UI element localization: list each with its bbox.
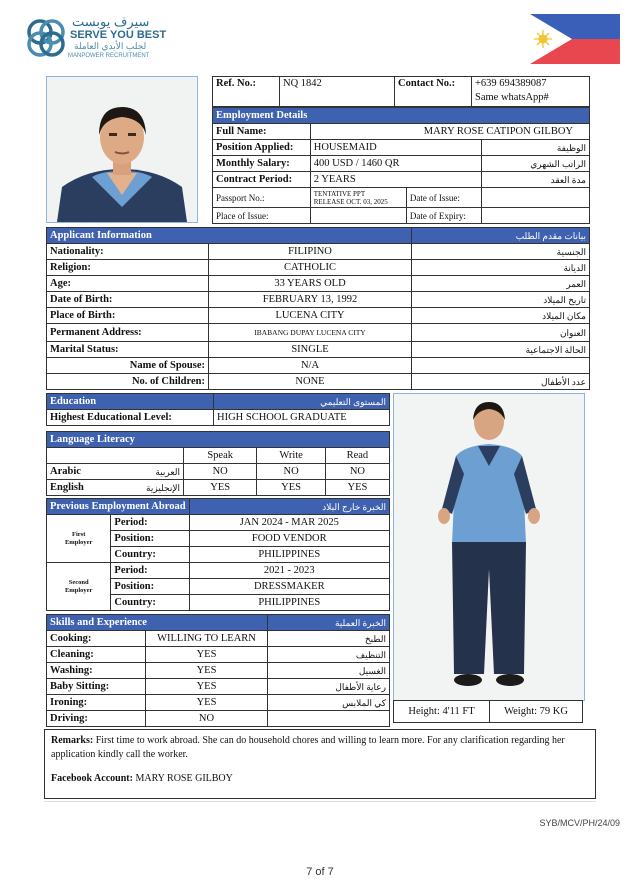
logo-arabic: سيرف يوبست: [72, 14, 150, 29]
children-label: No. of Children:: [47, 374, 209, 390]
remarks-body: First time to work abroad. She can do household chores and willing to learn more. For any clarification regarding her application kindly call the worker.: [51, 735, 565, 760]
applicant-title: Applicant Information: [47, 228, 412, 244]
marital-ar: الحالة الاجتماعية: [412, 342, 590, 358]
philippines-flag-icon: [530, 14, 620, 64]
religion-ar: الديانة: [412, 260, 590, 276]
emp2-country-label: Country:: [111, 595, 189, 611]
ironing-ar: كي الملابس: [268, 695, 390, 711]
salary-label: Monthly Salary:: [213, 156, 311, 172]
children-value: NONE: [209, 374, 412, 390]
salary-ar: الراتب الشهري: [481, 156, 589, 172]
previous-employment-table: [46, 498, 390, 611]
place-issue-label: Place of Issue:: [213, 208, 311, 224]
emp1-position: FOOD VENDOR: [189, 531, 389, 547]
passport-value: TENTATIVE PPT RELEASE OCT. 03, 2025: [310, 188, 406, 208]
logo-sub: MANPOWER RECRUITMENT: [68, 53, 150, 59]
cleaning-value: YES: [146, 647, 268, 663]
page-number: 7 of 7: [306, 866, 334, 878]
full-name-value: MARY ROSE CATIPON GILBOY: [310, 124, 589, 140]
emp2-country: PHILIPPINES: [189, 595, 389, 611]
applicant-portrait-photo: [46, 76, 198, 223]
nationality-ar: الجنسية: [412, 244, 590, 260]
religion-label: Religion:: [47, 260, 209, 276]
lang-arabic-name: Arabic: [47, 464, 102, 480]
age-label: Age:: [47, 276, 209, 292]
passport-label: Passport No.:: [213, 188, 311, 208]
spouse-ar: [412, 358, 590, 374]
babysitting-label: Baby Sitting:: [47, 679, 146, 695]
emp1-country-label: Country:: [111, 547, 189, 563]
emp2-position: DRESSMAKER: [189, 579, 389, 595]
contract-label: Contract Period:: [213, 172, 311, 188]
first-employer-tag: First Employer: [47, 515, 111, 563]
language-title: Language Literacy: [47, 432, 390, 448]
contact-phone: +639 694389087: [475, 78, 547, 89]
education-title: Education: [47, 394, 214, 410]
ref-value: NQ 1842: [280, 77, 395, 107]
date-expiry-value: [481, 208, 589, 224]
lang-english-read: YES: [325, 480, 389, 496]
contract-value: 2 YEARS: [310, 172, 481, 188]
second-employer-tag: Second Employer: [47, 563, 111, 611]
emp2-period: 2021 - 2023: [189, 563, 389, 579]
applicant-full-body-photo: [393, 393, 585, 701]
footer-divider: [44, 801, 596, 802]
weight-value: Weight: 79 KG: [490, 701, 583, 723]
company-logo: [24, 16, 174, 66]
washing-ar: الغسيل: [268, 663, 390, 679]
dob-value: FEBRUARY 13, 1992: [209, 292, 412, 308]
date-issue-value: [481, 188, 589, 208]
children-ar: عدد الأطفال: [412, 374, 590, 390]
full-name-label: Full Name:: [213, 124, 311, 140]
babysitting-ar: رعاية الأطفال: [268, 679, 390, 695]
lang-arabic-speak: NO: [184, 464, 257, 480]
cooking-label: Cooking:: [47, 631, 146, 647]
address-value: IBABANG DUPAY LUCENA CITY: [209, 324, 412, 342]
employment-details-table: [212, 107, 590, 224]
remarks-text: [51, 734, 589, 762]
emp2-position-label: Position:: [111, 579, 189, 595]
lang-arabic-write: NO: [257, 464, 325, 480]
remarks-box: [44, 729, 596, 799]
emp2-period-label: Period:: [111, 563, 189, 579]
ref-label: Ref. No.:: [213, 77, 280, 107]
address-label: Permanent Address:: [47, 324, 209, 342]
nationality-label: Nationality:: [47, 244, 209, 260]
previous-title-ar: الخبرة خارج البلاد: [189, 499, 389, 515]
employment-title: Employment Details: [213, 108, 590, 124]
contact-whatsapp: Same whatsApp#: [475, 92, 549, 103]
education-label: Highest Educational Level:: [47, 410, 214, 426]
washing-label: Washing:: [47, 663, 146, 679]
logo-arabic-sub: لجلب الأيدي العاملة: [74, 41, 147, 51]
dob-ar: تاريخ الميلاد: [412, 292, 590, 308]
pob-ar: مكان الميلاد: [412, 308, 590, 324]
driving-value: NO: [146, 711, 268, 727]
address-ar: العنوان: [412, 324, 590, 342]
lang-english-write: YES: [257, 480, 325, 496]
cooking-ar: الطبخ: [268, 631, 390, 647]
position-label: Position Applied:: [213, 140, 311, 156]
emp1-country: PHILIPPINES: [189, 547, 389, 563]
applicant-info-table: [46, 227, 590, 390]
lang-header-speak: Speak: [184, 448, 257, 464]
applicant-title-ar: بيانات مقدم الطلب: [412, 228, 590, 244]
height-value: Height: 4'11 FT: [394, 701, 490, 723]
skills-table: [46, 614, 390, 727]
religion-value: CATHOLIC: [209, 260, 412, 276]
nationality-value: FILIPINO: [209, 244, 412, 260]
facebook-line: [51, 772, 589, 786]
cleaning-label: Cleaning:: [47, 647, 146, 663]
date-issue-label: Date of Issue:: [406, 188, 481, 208]
marital-label: Marital Status:: [47, 342, 209, 358]
lang-arabic-ar: العربية: [101, 464, 184, 480]
emp1-period: JAN 2024 - MAR 2025: [189, 515, 389, 531]
contact-label: Contact No.:: [395, 77, 472, 107]
cooking-value: WILLING TO LEARN: [146, 631, 268, 647]
spouse-value: N/A: [209, 358, 412, 374]
salary-value: 400 USD / 1460 QR: [310, 156, 481, 172]
ironing-label: Ironing:: [47, 695, 146, 711]
document-code: SYB/MCV/PH/24/09: [539, 818, 620, 828]
lang-header-read: Read: [325, 448, 389, 464]
babysitting-value: YES: [146, 679, 268, 695]
cleaning-ar: التنظيف: [268, 647, 390, 663]
contact-value: [472, 77, 590, 107]
education-title-ar: المستوى التعليمي: [214, 394, 390, 410]
pob-value: LUCENA CITY: [209, 308, 412, 324]
emp1-position-label: Position:: [111, 531, 189, 547]
language-table: [46, 431, 390, 496]
dob-label: Date of Birth:: [47, 292, 209, 308]
education-value: HIGH SCHOOL GRADUATE: [214, 410, 390, 426]
spouse-label: Name of Spouse:: [47, 358, 209, 374]
skills-title: Skills and Experience: [47, 615, 268, 631]
washing-value: YES: [146, 663, 268, 679]
driving-label: Driving:: [47, 711, 146, 727]
facebook-label: Facebook Account:: [51, 773, 133, 784]
logo-knot-icon: [24, 16, 68, 60]
position-value: HOUSEMAID: [310, 140, 481, 156]
lang-header-write: Write: [257, 448, 325, 464]
date-expiry-label: Date of Expiry:: [406, 208, 481, 224]
contract-ar: مدة العقد: [481, 172, 589, 188]
ref-contact-table: [212, 76, 590, 107]
education-table: [46, 393, 390, 426]
ironing-value: YES: [146, 695, 268, 711]
pob-label: Place of Birth:: [47, 308, 209, 324]
lang-english-name: English: [47, 480, 102, 496]
driving-ar: [268, 711, 390, 727]
lang-arabic-read: NO: [325, 464, 389, 480]
skills-title-ar: الخبرة العملية: [268, 615, 390, 631]
remarks-label: Remarks:: [51, 735, 94, 746]
height-weight-table: [393, 700, 583, 723]
lang-english-speak: YES: [184, 480, 257, 496]
position-ar: الوظيفة: [481, 140, 589, 156]
lang-english-ar: الإنجليزية: [101, 480, 184, 496]
place-issue-value: [310, 208, 406, 224]
marital-value: SINGLE: [209, 342, 412, 358]
emp1-period-label: Period:: [111, 515, 189, 531]
facebook-value: MARY ROSE GILBOY: [135, 773, 233, 784]
logo-name: SERVE YOU BEST: [70, 29, 167, 41]
age-value: 33 YEARS OLD: [209, 276, 412, 292]
previous-title: Previous Employment Abroad: [47, 499, 190, 515]
age-ar: العمر: [412, 276, 590, 292]
